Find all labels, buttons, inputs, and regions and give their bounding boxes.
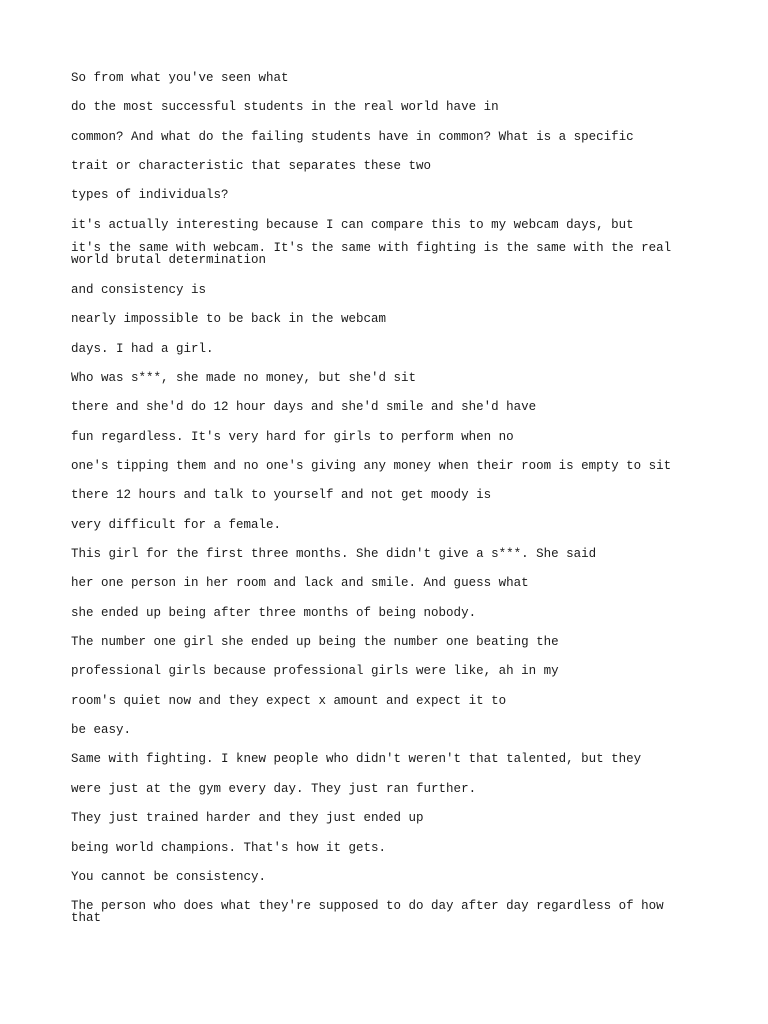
- transcript-line: days. I had a girl.: [71, 342, 214, 356]
- transcript-line: This girl for the first three months. She didn't give a s***. She said: [71, 547, 597, 561]
- transcript-line: The person who does what they're supposed to do day after day regardless of how that: [71, 899, 664, 925]
- transcript-line: very difficult for a female.: [71, 518, 282, 532]
- transcript-line: trait or characteristic that separates these two: [71, 159, 432, 173]
- transcript-line: Who was s***, she made no money, but she'd sit: [71, 371, 417, 385]
- transcript-line: being world champions. That's how it gets.: [71, 841, 387, 855]
- transcript-line: room's quiet now and they expect x amount and expect it to: [71, 694, 507, 708]
- transcript-line: she ended up being after three months of being nobody.: [71, 606, 477, 620]
- transcript-line: Same with fighting. I knew people who didn't weren't that talented, but they: [71, 752, 642, 766]
- transcript-line: her one person in her room and lack and smile. And guess what: [71, 576, 529, 590]
- transcript-line: types of individuals?: [71, 188, 229, 202]
- transcript-line: They just trained harder and they just ended up: [71, 811, 424, 825]
- transcript-line: do the most successful students in the real world have in: [71, 100, 499, 114]
- transcript-text: [71, 72, 691, 924]
- transcript-line: So from what you've seen what: [71, 71, 289, 85]
- transcript-line: nearly impossible to be back in the webcam: [71, 312, 387, 326]
- transcript-line: be easy.: [71, 723, 132, 737]
- transcript-line: You cannot be consistency.: [71, 870, 267, 884]
- transcript-line: there and she'd do 12 hour days and she'd smile and she'd have: [71, 400, 537, 414]
- transcript-line: it's actually interesting because I can compare this to my webcam days, but: [71, 218, 634, 232]
- transcript-line: were just at the gym every day. They just ran further.: [71, 782, 477, 796]
- transcript-line: The number one girl she ended up being the number one beating the: [71, 635, 559, 649]
- transcript-line: fun regardless. It's very hard for girls to perform when no: [71, 430, 514, 444]
- transcript-line: and consistency is: [71, 283, 207, 297]
- transcript-line: it's the same with webcam. It's the same with fighting is the same with the real world brutal determination: [71, 241, 672, 267]
- transcript-line: there 12 hours and talk to yourself and not get moody is: [71, 488, 492, 502]
- transcript-line: one's tipping them and no one's giving any money when their room is empty to sit: [71, 459, 672, 473]
- transcript-line: professional girls because professional girls were like, ah in my: [71, 664, 559, 678]
- transcript-line: common? And what do the failing students have in common? What is a specific: [71, 130, 634, 144]
